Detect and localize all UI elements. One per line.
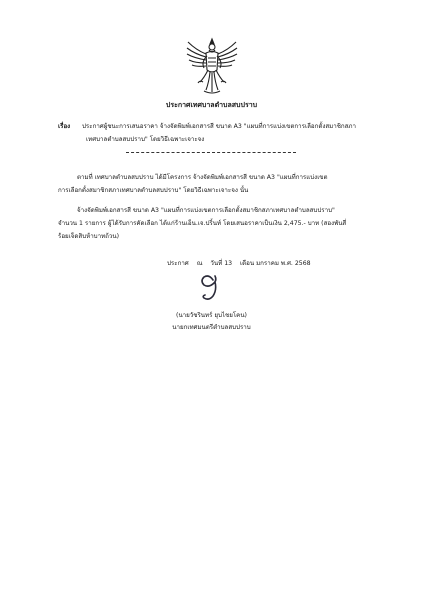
year-value: 2568 [294, 260, 311, 267]
paragraph-2-line-3: ร้อยเจ็ดสิบห้าบาทถ้วน) [58, 233, 120, 240]
subject-text: ประกาศผู้ชนะการเสนอราคา จ้างจัดพิมพ์เอกสารสี ขนาด A3 "แผนที่การแบ่งเขตการเลือกตั้งสมาชิกสภา [82, 123, 356, 130]
paragraph-1-line-2: การเลือกตั้งสมาชิกสภาเทศบาลตำบลสบปราบ" โดยวิธีเฉพาะเจาะจง นั้น [58, 187, 249, 194]
announcement-date [167, 259, 311, 268]
announce-at: ณ [196, 260, 203, 267]
divider-line [126, 152, 296, 153]
subject-line-2: เทศบาลตำบลสบปราบ" โดยวิธีเฉพาะเจาะจง [86, 136, 205, 143]
paragraph-2-line-2: จำนวน 1 รายการ ผู้ได้รับการคัดเลือก ได้แก่ร้านเอ็น.เจ.ปริ้นท์ โดยเสนอราคาเป็นเงิน 2,475.- บาท (สองพันสี่ [58, 220, 347, 227]
document-title: ประกาศเทศบาลตำบลสบปราบ [165, 101, 258, 109]
paragraph-1-line-1: ตามที่ เทศบาลตำบลสบปราบ ได้มีโครงการ จ้างจัดพิมพ์เอกสารสี ขนาด A3 "แผนที่การแบ่งเขต [77, 174, 328, 181]
day-value: 13 [224, 260, 233, 267]
day-label: วันที่ [210, 260, 223, 267]
subject-label: เรื่อง [58, 123, 71, 130]
year-label: พ.ศ. [280, 260, 293, 267]
signer-name: (นายวัชรินทร์ ยุบไชยโคน) [176, 312, 247, 319]
month-label: เดือน [240, 260, 255, 267]
signer-position: นายกเทศมนตรีตำบลสบปราบ [172, 324, 251, 331]
month-value: มกราคม [256, 260, 279, 267]
subject-line-1 [58, 122, 356, 131]
announce-label: ประกาศ [167, 260, 189, 267]
paragraph-2-line-1: จ้างจัดพิมพ์เอกสารสี ขนาด A3 "แผนที่การแบ่งเขตการเลือกตั้งสมาชิกสภาเทศบาลตำบลสบปราบ" [77, 207, 335, 214]
signature-mark [193, 272, 227, 302]
garuda-emblem-icon [184, 36, 240, 96]
